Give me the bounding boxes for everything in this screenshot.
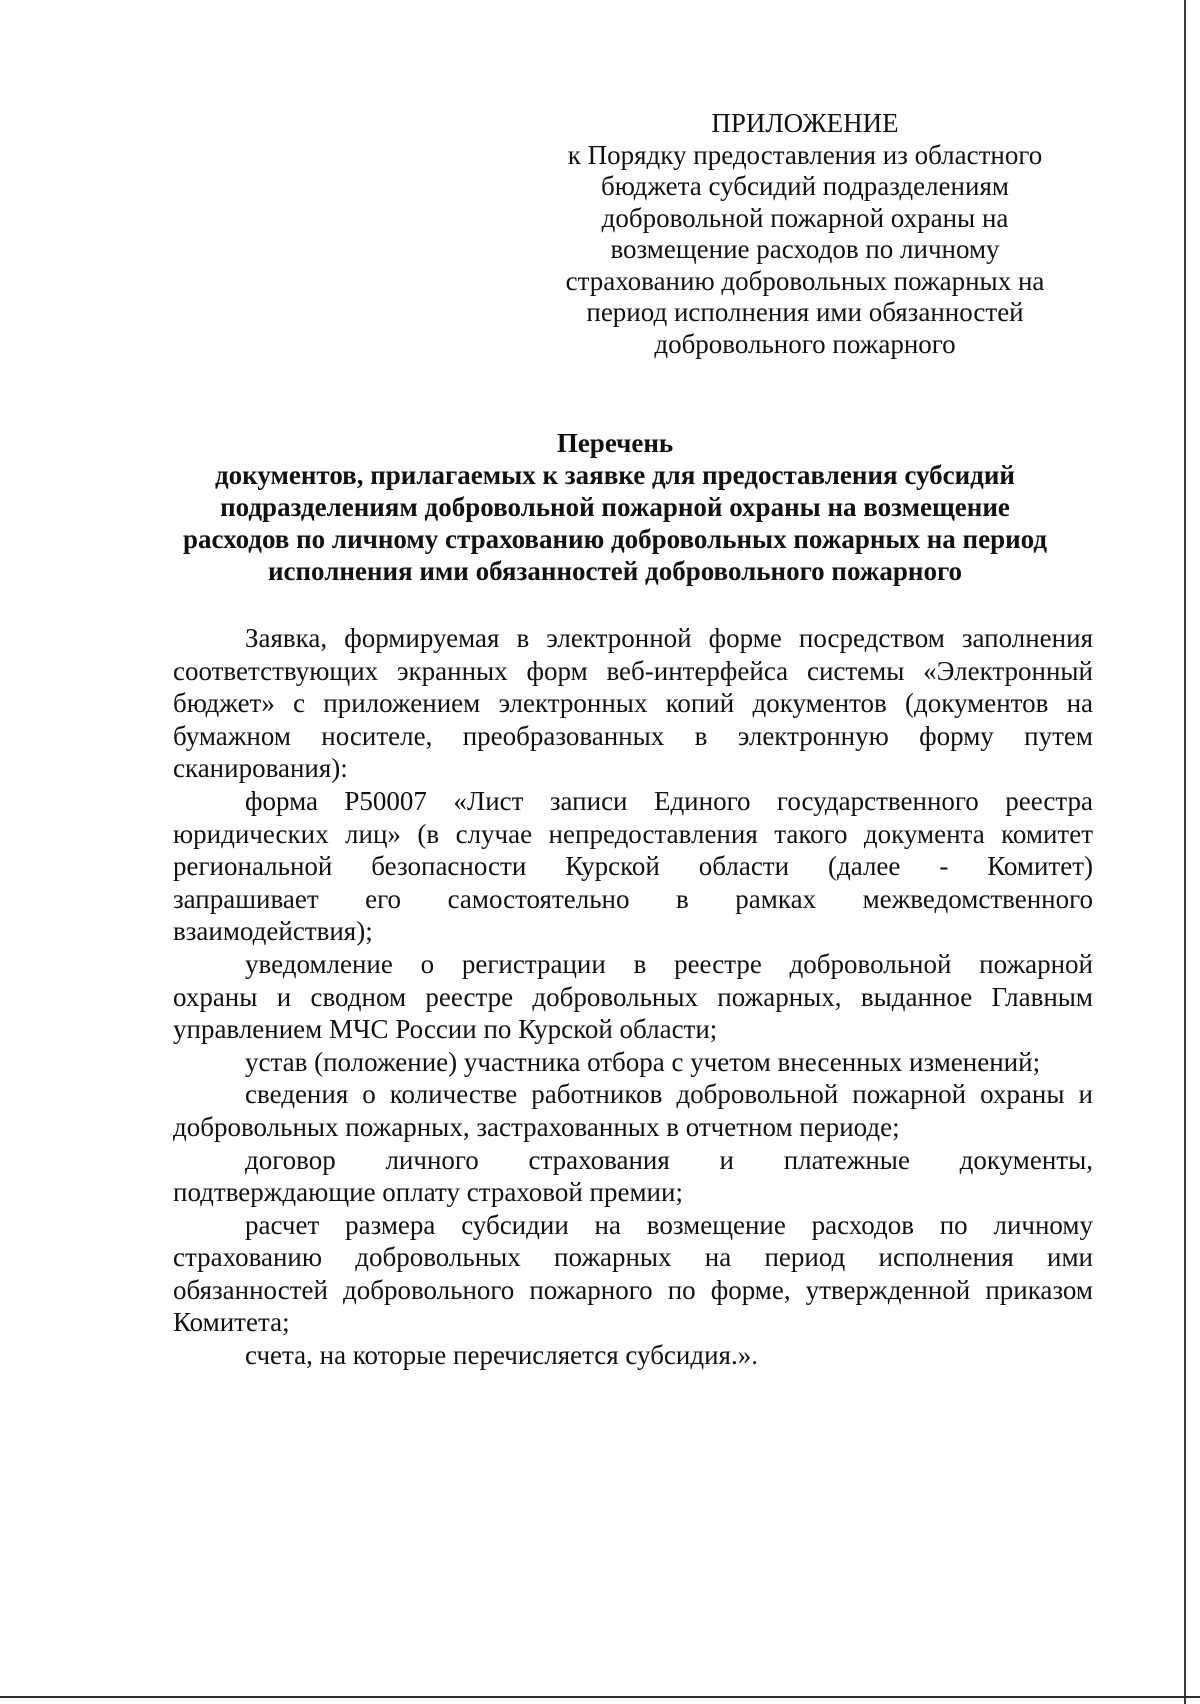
text-line: юридических лиц» (в случае непредоставления такого документа комитет — [173, 818, 1093, 849]
appendix-line: добровольного пожарного — [654, 328, 956, 359]
paragraph-staff-info — [173, 1078, 1093, 1143]
text-line: страхованию добровольных пожарных на период исполнения ими — [173, 1242, 1093, 1273]
appendix-heading: ПРИЛОЖЕНИЕ — [711, 108, 899, 138]
text-line: охраны и сводном реестре добровольных пожарных, выданное Главным — [173, 981, 1093, 1012]
paragraph-application — [173, 622, 1093, 785]
appendix-line: бюджета субсидий подразделениям — [601, 171, 1009, 201]
paragraph-insurance-contract — [173, 1144, 1093, 1209]
title-line: исполнения ими обязанностей добровольного пожарного — [267, 556, 963, 586]
appendix-block — [540, 108, 1070, 360]
text-line: Комитета; — [173, 1307, 290, 1338]
paragraph-form-p50007 — [173, 785, 1093, 948]
appendix-line: к Порядку предоставления из областного — [567, 139, 1043, 170]
text-line: соответствующих экранных форм веб-интерфейса системы «Электронный — [173, 655, 1093, 686]
text-line: подтверждающие оплату страховой премии; — [173, 1177, 683, 1208]
appendix-line: добровольной пожарной охраны на — [601, 202, 1009, 233]
text-line: обязанностей добровольного пожарного по форме, утвержденной приказом — [173, 1274, 1093, 1305]
text-line: бюджет» с приложением электронных копий документов (документов на — [173, 688, 1093, 719]
paragraph-subsidy-calculation — [173, 1209, 1093, 1339]
text-line: форма Р50007 «Лист записи Единого государственного реестра — [245, 785, 1093, 816]
appendix-line: возмещение расходов по личному — [610, 234, 1000, 264]
text-line: Заявка, формируемая в электронной форме посредством заполнения — [245, 623, 1093, 653]
document-title — [150, 427, 1080, 587]
text-line: договор личного страхования и платежные документы, — [245, 1144, 1093, 1175]
text-line: сканирования): — [173, 753, 348, 784]
title-line: подразделениям добровольной пожарной охраны на возмещение — [220, 492, 1010, 522]
title-line: расходов по личному страхованию добровольных пожарных на период — [182, 524, 1048, 554]
document-body — [173, 622, 1093, 1372]
text-line: взаимодействия); — [173, 916, 373, 947]
title-line: документов, прилагаемых к заявке для предоставления субсидий — [215, 460, 1015, 490]
text-line: уведомление о регистрации в реестре добровольной пожарной — [245, 948, 1093, 979]
text-line: запрашивает его самостоятельно в рамках межведомственного — [173, 883, 1093, 914]
text-line: управлением МЧС России по Курской области; — [173, 1014, 718, 1045]
scan-edge-right — [1184, 0, 1186, 1704]
appendix-line: период исполнения ими обязанностей — [586, 297, 1024, 327]
text-line: бумажном носителе, преобразованных в электронную форму путем — [173, 720, 1093, 751]
text-line: региональной безопасности Курской области (далее - Комитет) — [173, 851, 1093, 882]
paragraph-registration-notice — [173, 948, 1093, 1046]
text-line: расчет размера субсидии на возмещение расходов по личному — [245, 1209, 1093, 1240]
appendix-line: страхованию добровольных пожарных на — [565, 265, 1045, 296]
text-line: устав (положение) участника отбора с учетом внесенных изменений; — [245, 1046, 1041, 1077]
paragraph-charter — [173, 1046, 1093, 1079]
text-line: сведения о количестве работников добровольной пожарной охраны и — [245, 1079, 1093, 1110]
scan-edge-bottom — [0, 1696, 1200, 1698]
text-line: счета, на которые перечисляется субсидия.». — [245, 1340, 758, 1371]
paragraph-accounts — [173, 1339, 1093, 1372]
text-line: добровольных пожарных, застрахованных в отчетном периоде; — [173, 1111, 900, 1142]
title-line: Перечень — [556, 428, 674, 458]
